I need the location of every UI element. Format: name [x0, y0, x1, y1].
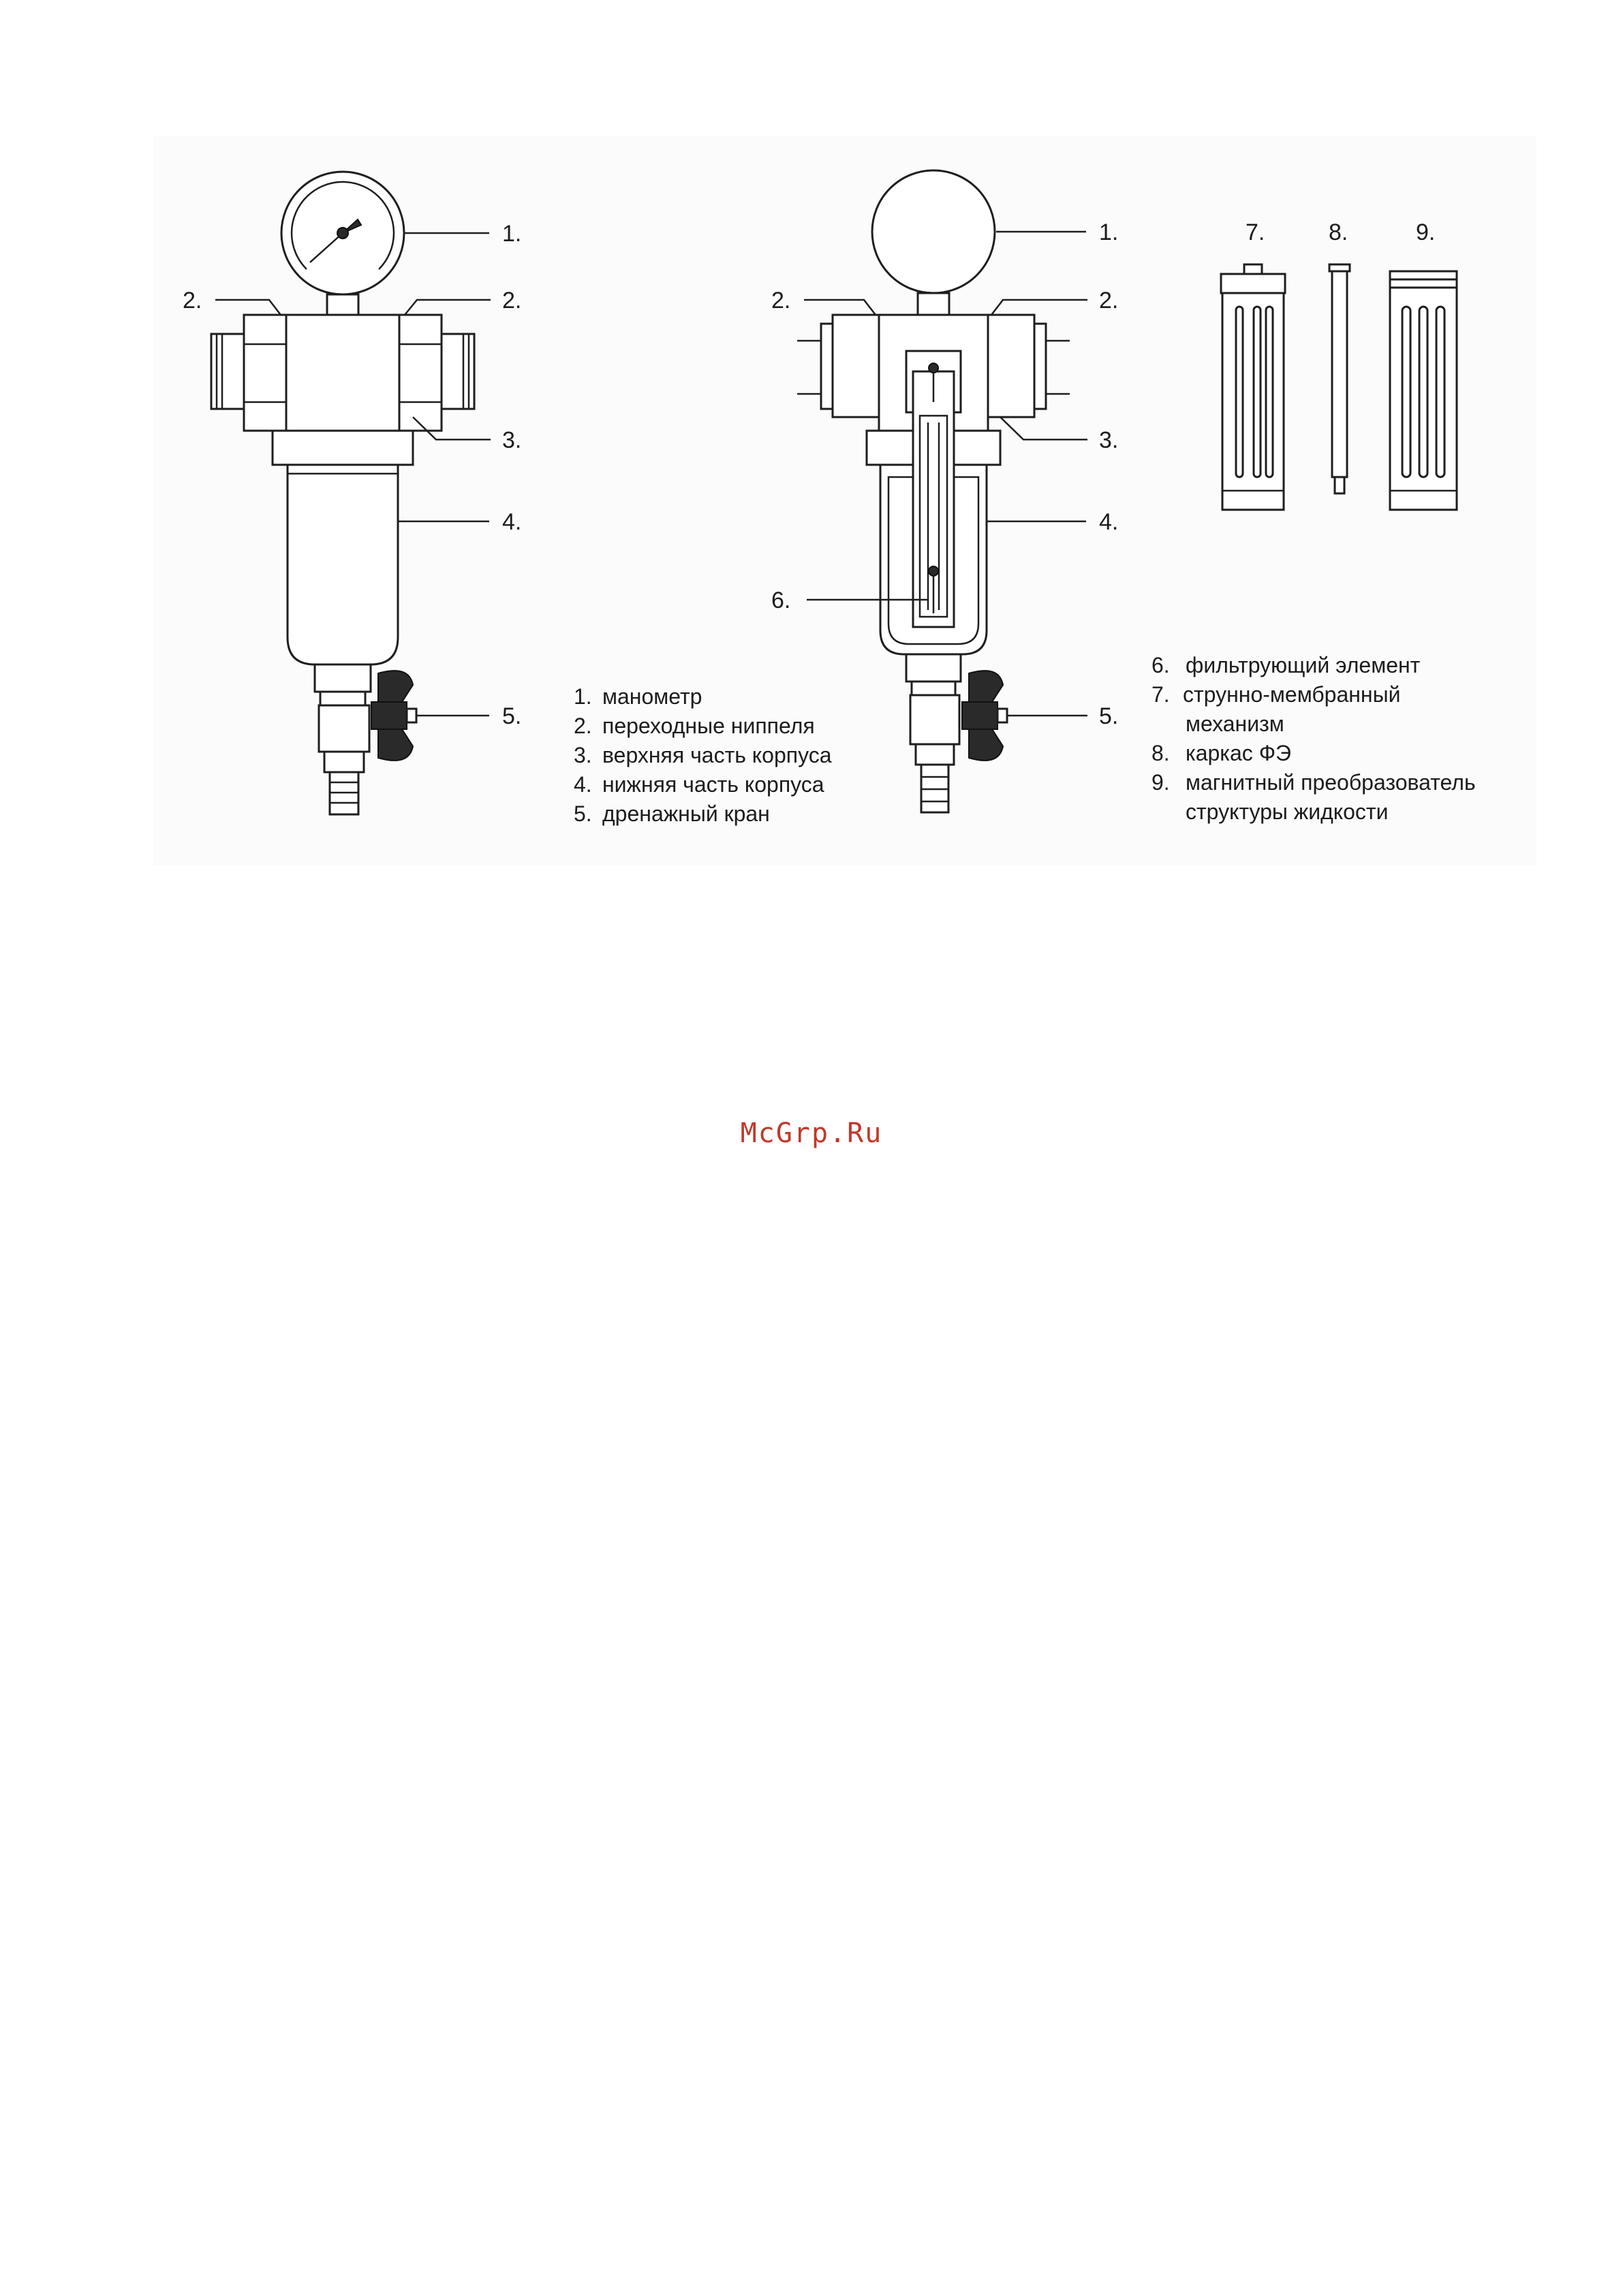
- parts-callout-8: 8.: [1329, 219, 1348, 245]
- magnetic-converter: [1390, 271, 1457, 510]
- left-callout-3: 3.: [502, 427, 522, 453]
- legend-item-7-num: 7.: [1151, 682, 1170, 707]
- legend-left: [574, 684, 832, 826]
- filter-diagram: [0, 0, 1623, 886]
- drain-valve: [315, 664, 416, 814]
- mid-callout-3: 3.: [1099, 427, 1119, 453]
- parts-callout-9: 9.: [1416, 219, 1436, 245]
- mid-callout-2-left: 2.: [771, 288, 791, 313]
- mid-callout-5: 5.: [1099, 703, 1119, 729]
- legend-item-6-num: 6.: [1151, 653, 1170, 677]
- left-callout-2-left: 2.: [183, 288, 202, 313]
- legend-item-1-num: 1.: [574, 684, 592, 709]
- legend-item-3-text: верхняя часть корпуса: [602, 743, 832, 767]
- legend-item-8-text: каркас ФЭ: [1186, 741, 1292, 765]
- drain-valve-cutaway: [906, 654, 1007, 812]
- upper-body: [211, 315, 474, 431]
- legend-item-9-num: 9.: [1151, 770, 1170, 795]
- left-callout-5: 5.: [502, 703, 522, 729]
- legend-item-9-cont: структуры жидкости: [1186, 799, 1389, 824]
- legend-item-5-num: 5.: [574, 801, 592, 826]
- pressure-gauge: [281, 172, 404, 315]
- filter-frame: [1329, 264, 1350, 493]
- legend-item-2-text: переходные ниппеля: [602, 714, 815, 738]
- mid-callout-1: 1.: [1099, 219, 1119, 245]
- filter-element-cutaway: [913, 363, 954, 627]
- filter-exterior-view: [183, 172, 521, 814]
- watermark-text: McGrp.Ru: [740, 1118, 883, 1149]
- body-flange: [273, 431, 413, 465]
- mid-callout-6: 6.: [771, 587, 791, 613]
- left-callout-2-right: 2.: [502, 288, 522, 313]
- legend-item-7-cont: механизм: [1186, 711, 1284, 736]
- legend-item-1-text: манометр: [602, 684, 702, 709]
- legend-item-3-num: 3.: [574, 743, 592, 767]
- gauge-cutaway: [872, 170, 995, 293]
- string-membrane-mechanism: [1221, 264, 1285, 510]
- legend-item-8-num: 8.: [1151, 741, 1170, 765]
- separate-parts: [1221, 219, 1457, 510]
- left-callout-4: 4.: [502, 509, 522, 535]
- legend-item-7-text: струнно-мембранный: [1183, 682, 1401, 707]
- lower-bowl: [288, 465, 398, 664]
- filter-cutaway-view: [771, 170, 1118, 812]
- legend-item-4-text: нижняя часть корпуса: [602, 772, 824, 797]
- legend-item-5-text: дренажный кран: [602, 801, 770, 826]
- left-callout-1: 1.: [502, 221, 522, 247]
- legend-item-9-text: магнитный преобразователь: [1186, 770, 1476, 795]
- legend-item-2-num: 2.: [574, 714, 592, 738]
- parts-callout-7: 7.: [1246, 219, 1265, 245]
- mid-callout-2-right: 2.: [1099, 288, 1119, 313]
- legend-item-6-text: фильтрующий элемент: [1186, 653, 1421, 677]
- legend-item-4-num: 4.: [574, 772, 592, 797]
- mid-callout-4: 4.: [1099, 509, 1119, 535]
- legend-right: [1151, 653, 1476, 824]
